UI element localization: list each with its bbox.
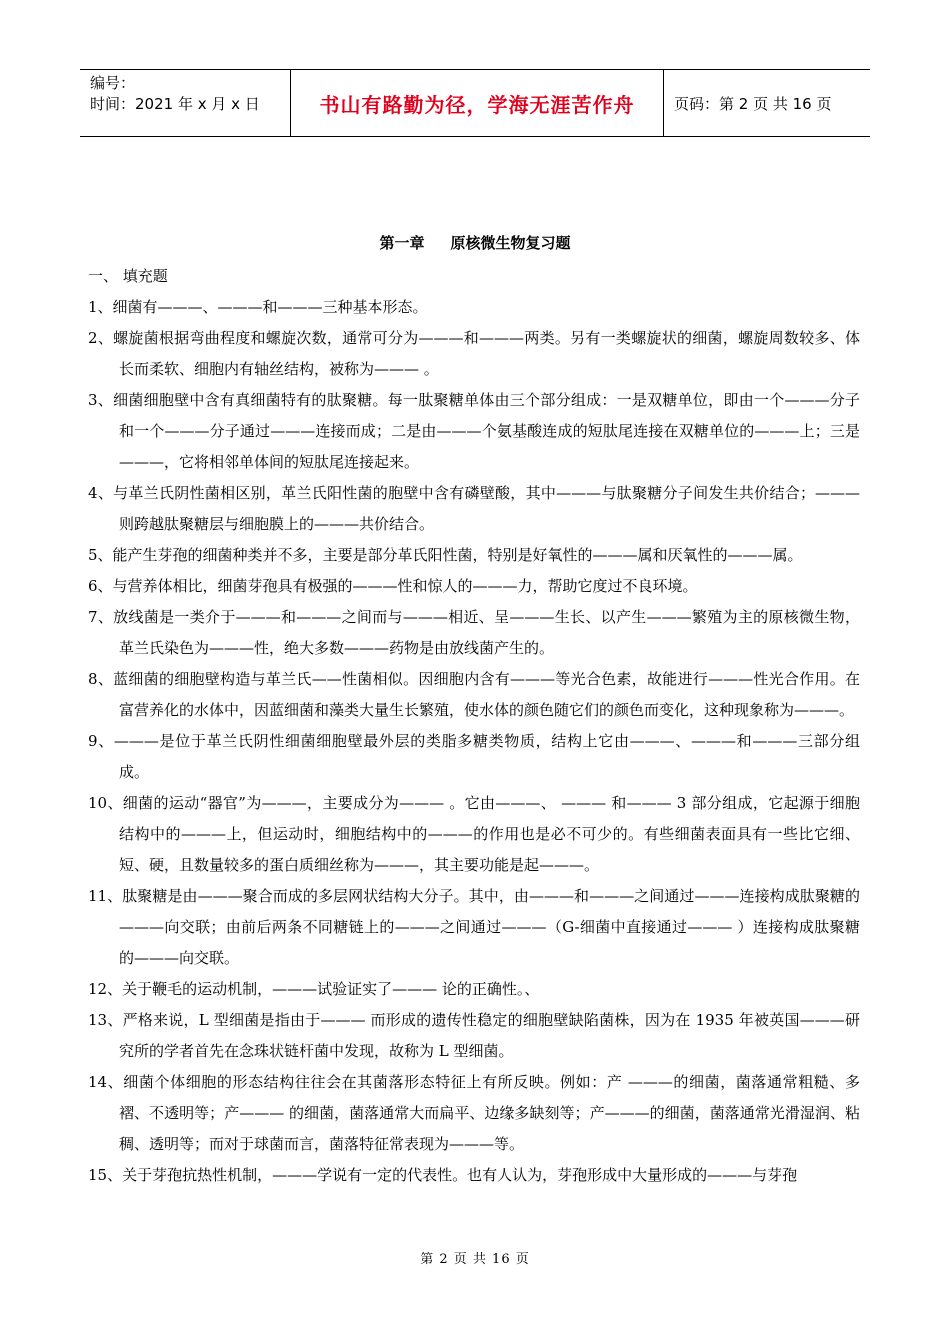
question-text: 能产生芽孢的细菌种类并不多，主要是部分革氏阳性菌，特别是好氧性的———属和厌氧性的———属。 (112, 546, 803, 564)
question-text: 细菌个体细胞的形态结构往往会在其菌落形态特征上有所反映。例如：产 ———的细菌，菌落通常粗糙、多褶、不透明等；产——— 的细菌，菌落通常大而扁平、边缘多缺刻等；产———的细菌，菌落通常光滑湿润、粘稠、透明等；而对于球菌而言，菌落特征常表现为———等。 (119, 1073, 860, 1153)
question-number: 12、 (88, 980, 123, 998)
question-item (88, 788, 860, 881)
header-page-info: 页码：第 2 页 共 16 页 (674, 94, 832, 113)
question-number: 1、 (88, 298, 113, 316)
question-number: 13、 (88, 1011, 123, 1029)
question-number: 15、 (88, 1166, 123, 1184)
question-text: 肽聚糖是由———聚合而成的多层网状结构大分子。其中，由———和———之间通过———连接构成肽聚糖的 ———向交联；由前后两条不同糖链上的———之间通过———（G-细菌中直接通过——— ）连接构成肽聚糖的———向交联。 (119, 887, 860, 967)
section-heading: 一、 填充题 (88, 267, 168, 285)
question-item (88, 726, 860, 788)
question-number: 8、 (88, 670, 114, 688)
question-item (88, 1160, 860, 1191)
question-text: 放线菌是一类介于———和———之间而与———相近、呈———生长、以产生———繁殖为主的原核微生物，革兰氏染色为———性，绝大多数———药物是由放线菌产生的。 (113, 608, 860, 657)
question-text: 与营养体相比，细菌芽孢具有极强的———性和惊人的———力，帮助它度过不良环境。 (112, 577, 698, 595)
question-text: 细菌的运动“器官”为———，主要成分为——— 。它由———、 ——— 和——— 3 部分组成，它起源于细胞结构中的———上，但运动时，细胞结构中的———的作用也是必不可少的。有些细菌表面具有一些比它细、短、硬，且数量较多的蛋白质细丝称为———，其主要功能是起———。 (119, 794, 860, 874)
question-number: 7、 (88, 608, 114, 626)
question-item (88, 1005, 860, 1067)
question-number: 5、 (88, 546, 113, 564)
question-text: ———是位于革兰氏阴性细菌细胞壁最外层的类脂多糖类物质，结构上它由———、———和———三部分组成。 (113, 732, 860, 781)
question-text: 关于芽孢抗热性机制，———学说有一定的代表性。也有人认为，芽孢形成中大量形成的———与芽孢 (122, 1166, 798, 1184)
question-number: 14、 (88, 1073, 124, 1091)
header-motto: 书山有路勤为径，学海无涯苦作舟 (290, 70, 664, 136)
header-meta (80, 70, 290, 136)
number-label: 编号： (90, 74, 136, 92)
question-text: 蓝细菌的细胞壁构造与革兰氏——性菌相似。因细胞内含有———等光合色素，故能进行———性光合作用。在富营养化的水体中，因蓝细菌和藻类大量生长繁殖，使水体的颜色随它们的颜色而变化，这种现象称为———。 (113, 670, 860, 719)
question-item (88, 292, 860, 323)
question-number: 11、 (88, 887, 123, 905)
question-item (88, 1067, 860, 1160)
question-number: 6、 (88, 577, 113, 595)
page-footer: 第 2 页 共 16 页 (420, 1252, 530, 1267)
question-item (88, 540, 860, 571)
question-item (88, 974, 860, 1005)
question-item (88, 478, 860, 540)
question-number: 3、 (88, 391, 114, 409)
question-text: 关于鞭毛的运动机制，———试验证实了——— 论的正确性。、 (122, 980, 540, 998)
chapter-name: 原核微生物复习题 (450, 234, 571, 252)
question-item (88, 664, 860, 726)
question-number: 4、 (88, 484, 114, 502)
question-text: 与革兰氏阴性菌相区别，革兰氏阳性菌的胞壁中含有磷壁酸，其中———与肽聚糖分子间发生共价结合；———则跨越肽聚糖层与细胞膜上的———共价结合。 (113, 484, 860, 533)
question-item (88, 881, 860, 974)
question-number: 10、 (88, 794, 123, 812)
question-text: 螺旋菌根据弯曲程度和螺旋次数，通常可分为———和———两类。另有一类螺旋状的细菌，螺旋周数较多、体长而柔软、细胞内有轴丝结构，被称为——— 。 (113, 329, 860, 378)
question-list (88, 261, 860, 1191)
question-item (88, 385, 860, 478)
time-label: 时间：2021 年 x 月 x 日 (90, 95, 260, 113)
page-header (80, 69, 870, 137)
question-text: 细菌细胞壁中含有真细菌特有的肽聚糖。每一肽聚糖单体由三个部分组成：一是双糖单位，即由一个———分子和一个———分子通过———连接而成；二是由———个氨基酸连成的短肽尾连接在双糖单位的———上；三是———，它将相邻单体间的短肽尾连接起来。 (113, 391, 860, 471)
question-item (88, 602, 860, 664)
chapter-title (0, 232, 950, 253)
question-text: 严格来说，L 型细菌是指由于——— 而形成的遗传性稳定的细胞壁缺陷菌株，因为在 1935 年被英国———研究所的学者首先在念珠状链杆菌中发现，故称为 L 型细菌。 (119, 1011, 860, 1060)
question-number: 2、 (88, 329, 114, 347)
question-item (88, 571, 860, 602)
question-item (88, 323, 860, 385)
question-number: 9、 (88, 732, 114, 750)
chapter-number: 第一章 (379, 234, 425, 252)
question-text: 细菌有———、———和———三种基本形态。 (112, 298, 428, 316)
